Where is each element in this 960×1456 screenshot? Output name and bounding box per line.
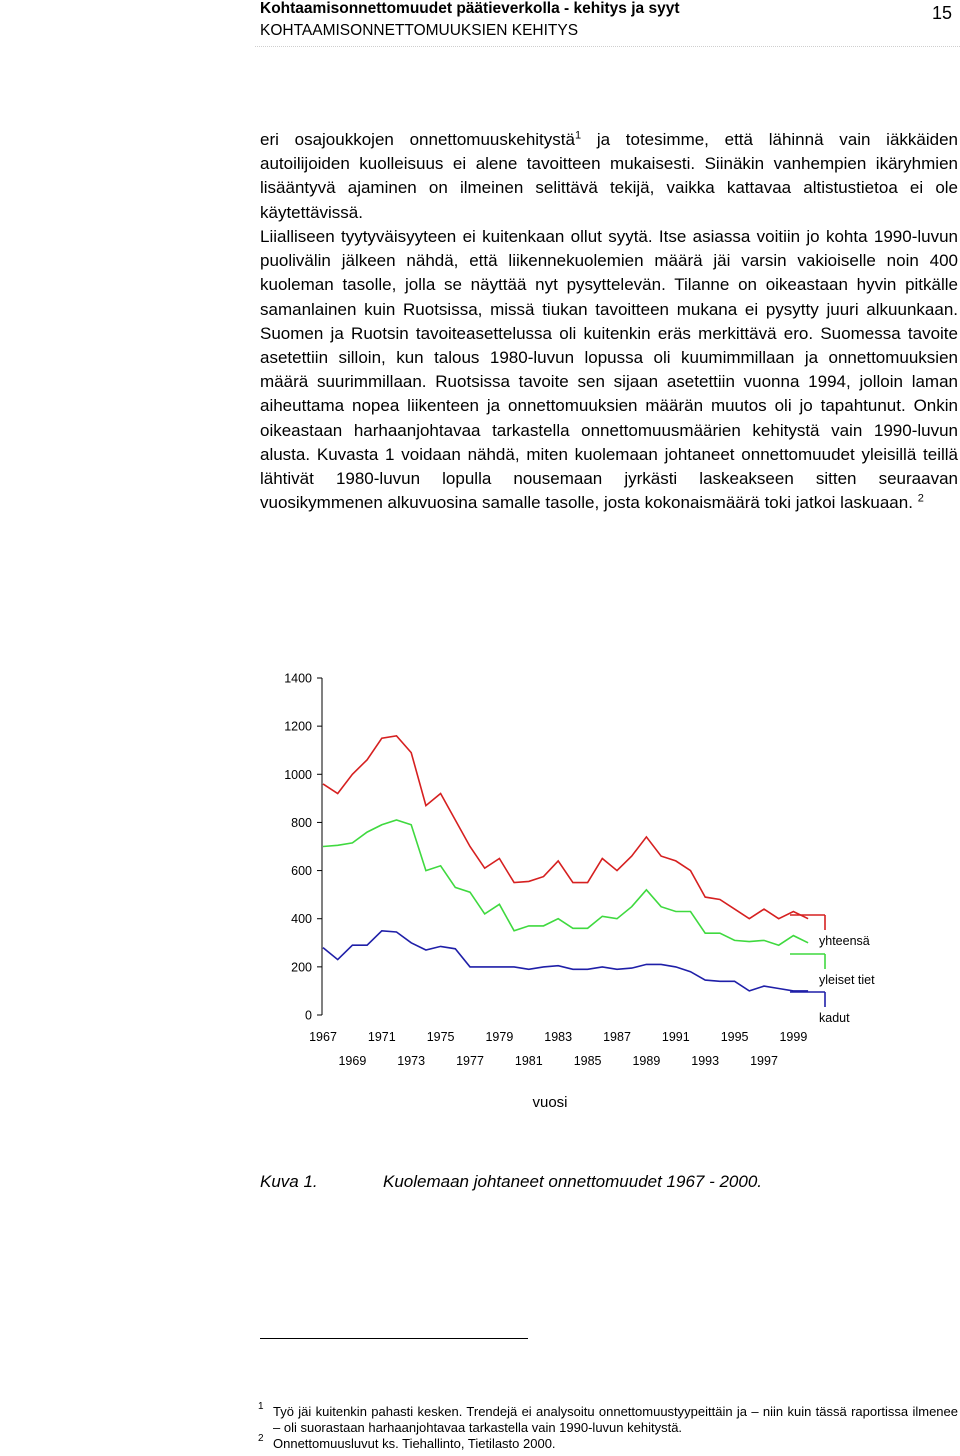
body-paragraph-2 [260, 225, 958, 515]
y-tick-label: 1000 [284, 767, 312, 782]
x-tick-label: 1967 [309, 1030, 337, 1044]
x-tick-label: 1979 [485, 1030, 514, 1044]
x-tick-label: 1995 [720, 1030, 749, 1044]
header-subtitle: KOHTAAMISONNETTOMUUKSIEN KEHITYS [260, 22, 579, 39]
x-tick-label: 1975 [426, 1030, 455, 1044]
y-tick-label: 1200 [284, 719, 312, 734]
x-tick-label: 1981 [514, 1054, 543, 1068]
legend-label: yhteensä [819, 934, 870, 948]
legend-label: kadut [819, 1011, 850, 1025]
x-tick-label: 1991 [661, 1030, 690, 1044]
footnote-1-number: 1 [258, 1401, 264, 1412]
series-line-yleiset-tiet [323, 820, 808, 945]
paragraph-1-text-a: eri osajoukkojen onnettomuuskehitystä [260, 130, 575, 149]
x-tick-label: 1973 [397, 1054, 426, 1068]
x-tick-label: 1987 [603, 1030, 631, 1044]
y-tick-label: 400 [291, 912, 312, 927]
paragraph-2-text: Liialliseen tyytyväisyyteen ei kuitenkaan ollut syytä. Itse asiassa voitiin jo kohta 1990-luvun puolivälin jälkeen nähdä, että liikennekuolemien määrä jäi varsin vakioiselle noin 400 kuoleman tasolle, jolla se näyttää nyt pysyttelevän. Tilanne on oikeastaan hyvin pitkälle samanlainen kuin Ruotsissa, missä tiukan tavoitteen mukana ei pysytty juuri alkuunkaan. Suomen ja Ruotsin tavoiteasettelussa oli kuitenkin eräs merkittävä ero. Suomessa tavoite asetettiin silloin, kun talous 1980-luvun lopussa oli kuumimmillaan ja onnettomuuksien määrä suurimmillaan. Ruotsissa tavoite sen sijaan asetettiin vuonna 1994, jolloin laman aiheuttama nopea liikenteen ja onnettomuuksien määrän muutos oli jo tapahtunut. Onkin oikeastaan harhaanjohtavaa tarkastella onnettomuusmäärien kehitystä vain 1990-luvun alusta. Kuvasta 1 voidaan nähdä, miten kuolemaan johtaneet onnettomuudet yleisillä teillä lähtivät 1980-luvun lopulla nousemaan jyrkästi laskeakseen sitten seuraavan vuosikymmenen alkuvuosina samalle tasolle, josta kokonaismäärä toki jatkoi laskuaan. [260, 227, 958, 513]
body-paragraph-1 [260, 128, 958, 225]
series-lines [323, 736, 808, 991]
x-tick-label: 1997 [750, 1054, 778, 1068]
legend [790, 915, 875, 1025]
header-title: Kohtaamisonnettomuudet päätieverkolla - kehitys ja syyt [260, 0, 680, 17]
y-tick-label: 1400 [284, 671, 312, 686]
y-axis [284, 672, 322, 1023]
footnote-2-number: 2 [258, 1433, 264, 1444]
x-axis [309, 1030, 807, 1068]
x-tick-label: 1989 [632, 1054, 661, 1068]
x-tick-label: 1983 [544, 1030, 573, 1044]
x-tick-label: 1971 [367, 1030, 396, 1044]
footnote-2-text: Onnettomuusluvut ks. Tiehallinto, Tietilasto 2000. [273, 1436, 556, 1451]
footnote-separator [260, 1338, 528, 1339]
x-tick-label: 1985 [573, 1054, 602, 1068]
x-tick-label: 1999 [779, 1030, 808, 1044]
footnote-ref-1[interactable]: 1 [574, 129, 582, 142]
header-rule [255, 46, 960, 47]
x-tick-label: 1993 [691, 1054, 720, 1068]
figure-caption-text: Kuolemaan johtaneet onnettomuudet 1967 - 2000. [383, 1172, 763, 1191]
x-tick-label: 1977 [456, 1054, 484, 1068]
paragraph-1-text-b: ja totesimme, että lähinnä vain iäkkäiden autoilijoiden kuolleisuus ei alene tavoitteen mukaisesti. Siinäkin vanhempien ikäryhmien lisääntyvä ajaminen on ilmeinen selittävä tekijä, vaikka kattavaa altistustietoa ei ole käytettävissä. [260, 130, 959, 222]
footnote-1-text: Työ jäi kuitenkin pahasti kesken. Trendejä ei analysoitu onnettomuustyypeittäin ja – niin kuin tässä raportissa ilmenee – oli suorastaan harhaanjohtavaa tarkastella vain 1990-luvun kehitystä. [273, 1404, 958, 1435]
y-tick-label: 200 [291, 960, 312, 975]
series-line-yhteensä [323, 736, 808, 919]
fatalities-line-chart [270, 665, 890, 1125]
x-tick-label: 1969 [338, 1054, 367, 1068]
x-axis-label: vuosi [532, 1094, 568, 1111]
page-number: 15 [931, 3, 952, 23]
footnote-ref-2[interactable]: 2 [917, 492, 924, 505]
y-tick-label: 0 [305, 1008, 312, 1023]
figure-caption-label: Kuva 1. [260, 1172, 318, 1191]
legend-label: yleiset tiet [819, 973, 875, 987]
y-tick-label: 600 [291, 864, 312, 879]
y-tick-label: 800 [291, 815, 312, 830]
